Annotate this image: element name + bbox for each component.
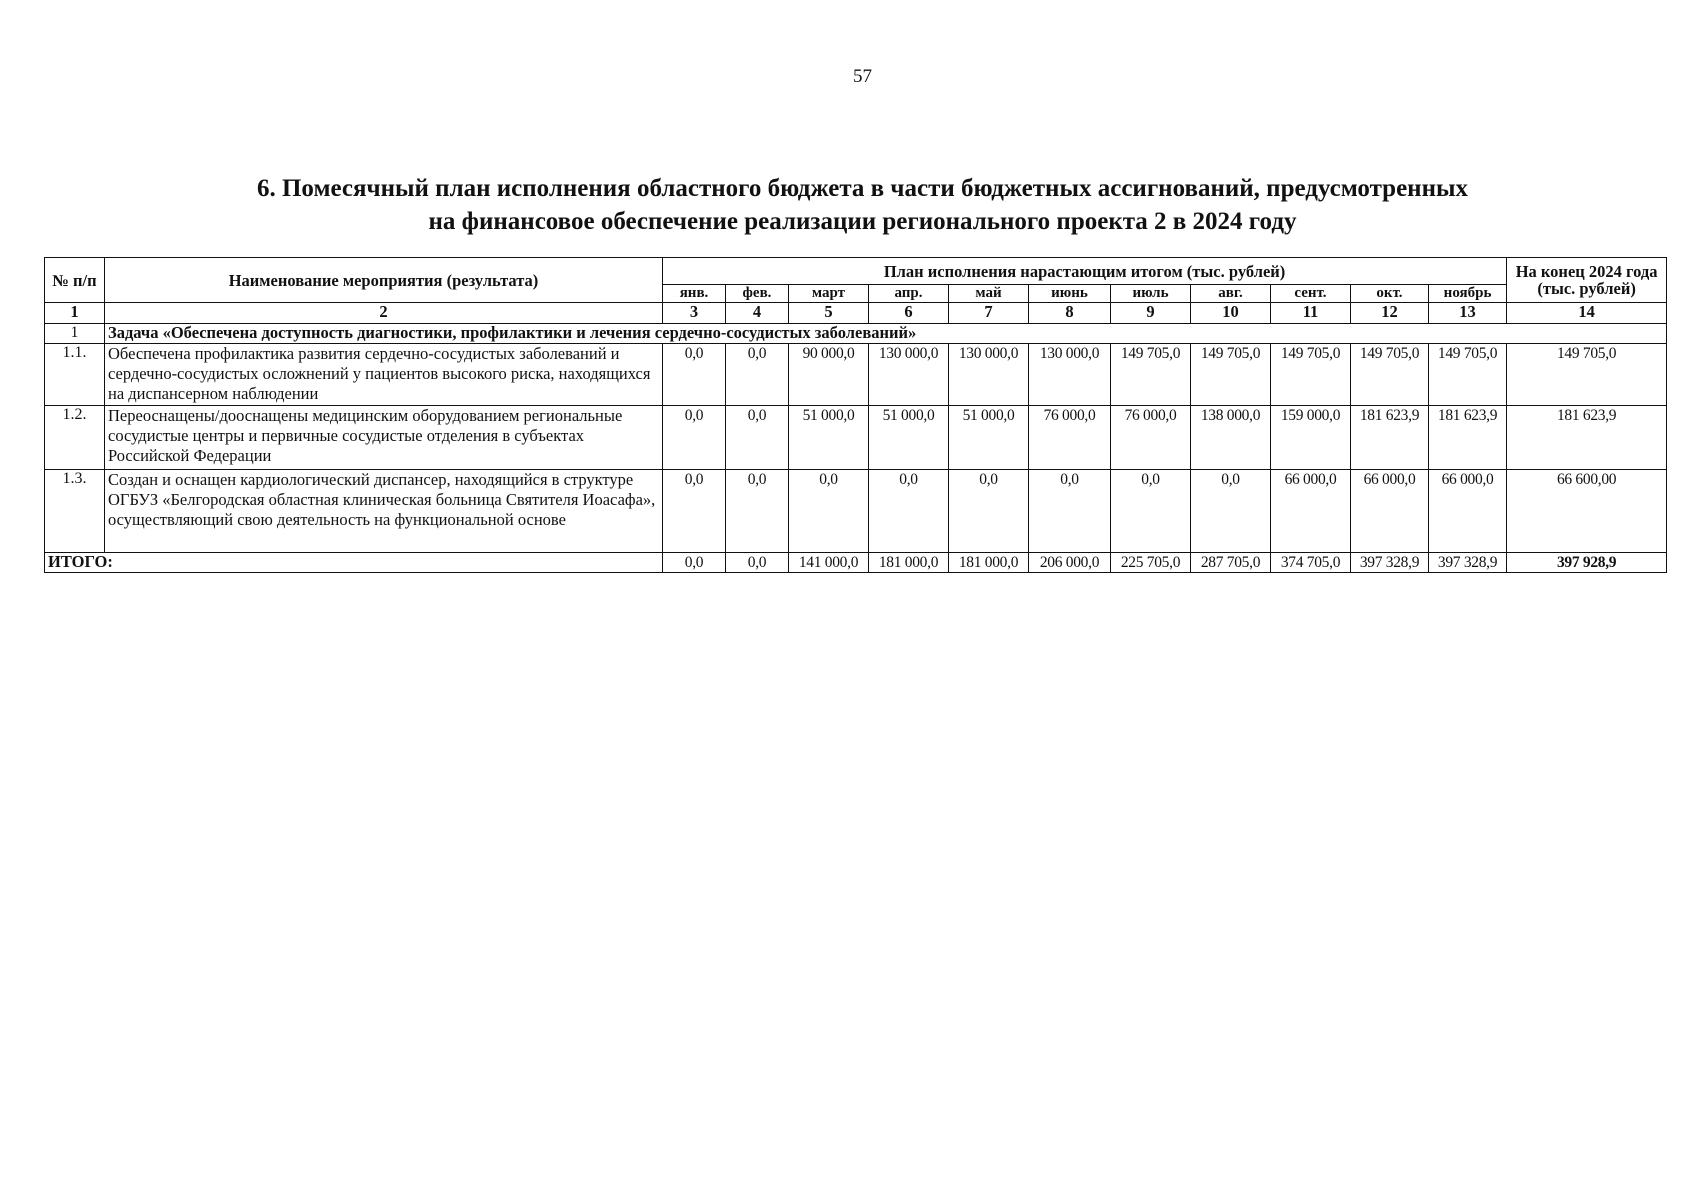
month-header: апр. bbox=[869, 285, 949, 303]
cell-value: 149 705,0 bbox=[1429, 344, 1507, 406]
cell-value: 0,0 bbox=[869, 470, 949, 553]
cell-value: 0,0 bbox=[663, 406, 726, 470]
header-name: Наименование мероприятия (результата) bbox=[105, 258, 663, 303]
column-number: 4 bbox=[726, 303, 789, 324]
cell-value: 0,0 bbox=[789, 470, 869, 553]
cell-value: 130 000,0 bbox=[869, 344, 949, 406]
month-header: сент. bbox=[1271, 285, 1351, 303]
cell-value: 130 000,0 bbox=[949, 344, 1029, 406]
column-number: 1 bbox=[45, 303, 105, 324]
column-number: 3 bbox=[663, 303, 726, 324]
page-number: 57 bbox=[853, 66, 872, 87]
cell-value: 0,0 bbox=[1029, 470, 1111, 553]
column-number: 14 bbox=[1507, 303, 1667, 324]
cell-end-of-year: 181 623,9 bbox=[1507, 406, 1667, 470]
cell-value: 0,0 bbox=[1191, 470, 1271, 553]
row-no: 1.3. bbox=[45, 470, 105, 553]
total-value: 141 000,0 bbox=[789, 553, 869, 573]
cell-value: 181 623,9 bbox=[1351, 406, 1429, 470]
month-header: май bbox=[949, 285, 1029, 303]
header-plan: План исполнения нарастающим итогом (тыс. рублей) bbox=[663, 258, 1507, 285]
cell-value: 0,0 bbox=[663, 470, 726, 553]
row-no: 1.2. bbox=[45, 406, 105, 470]
row-name: Создан и оснащен кардиологический диспансер, находящийся в структуре ОГБУЗ «Белгородская областная клиническая больница Святителя Иоасафа», осуществляющий свою деятельность на функциональной основе bbox=[105, 470, 663, 553]
table-row bbox=[45, 344, 1667, 406]
column-number: 2 bbox=[105, 303, 663, 324]
cell-value: 149 705,0 bbox=[1271, 344, 1351, 406]
cell-value: 0,0 bbox=[663, 344, 726, 406]
cell-value: 66 000,0 bbox=[1429, 470, 1507, 553]
column-number: 7 bbox=[949, 303, 1029, 324]
total-value: 206 000,0 bbox=[1029, 553, 1111, 573]
column-number: 11 bbox=[1271, 303, 1351, 324]
column-number: 10 bbox=[1191, 303, 1271, 324]
title-line-1: 6. Помесячный план исполнения областного бюджета в части бюджетных ассигнований, предусмотренных bbox=[256, 175, 1468, 202]
total-value: 374 705,0 bbox=[1271, 553, 1351, 573]
column-number: 6 bbox=[869, 303, 949, 324]
cell-value: 0,0 bbox=[726, 470, 789, 553]
cell-value: 0,0 bbox=[726, 406, 789, 470]
month-header: ноябрь bbox=[1429, 285, 1507, 303]
column-numbers-row bbox=[45, 303, 1667, 324]
column-number: 8 bbox=[1029, 303, 1111, 324]
table-row bbox=[45, 406, 1667, 470]
header-row-top bbox=[45, 258, 1667, 285]
cell-value: 51 000,0 bbox=[869, 406, 949, 470]
total-label: ИТОГО: bbox=[45, 553, 663, 573]
table-row bbox=[45, 470, 1667, 553]
column-number: 5 bbox=[789, 303, 869, 324]
cell-value: 66 000,0 bbox=[1271, 470, 1351, 553]
cell-value: 149 705,0 bbox=[1111, 344, 1191, 406]
cell-value: 159 000,0 bbox=[1271, 406, 1351, 470]
total-value: 397 328,9 bbox=[1429, 553, 1507, 573]
task-text: Задача «Обеспечена доступность диагностики, профилактики и лечения сердечно-сосудистых заболеваний» bbox=[105, 324, 1667, 344]
total-value: 181 000,0 bbox=[869, 553, 949, 573]
total-value: 0,0 bbox=[726, 553, 789, 573]
cell-value: 51 000,0 bbox=[789, 406, 869, 470]
cell-value: 76 000,0 bbox=[1111, 406, 1191, 470]
cell-value: 90 000,0 bbox=[789, 344, 869, 406]
cell-value: 0,0 bbox=[949, 470, 1029, 553]
cell-value: 51 000,0 bbox=[949, 406, 1029, 470]
cell-end-of-year: 66 600,00 bbox=[1507, 470, 1667, 553]
total-value: 0,0 bbox=[663, 553, 726, 573]
cell-value: 0,0 bbox=[1111, 470, 1191, 553]
cell-value: 66 000,0 bbox=[1351, 470, 1429, 553]
budget-plan-table bbox=[44, 257, 1667, 573]
cell-value: 149 705,0 bbox=[1191, 344, 1271, 406]
column-number: 13 bbox=[1429, 303, 1507, 324]
task-no: 1 bbox=[45, 324, 105, 344]
title-line-2: на финансовое обеспечение реализации регионального проекта 2 в 2024 году bbox=[428, 208, 1297, 235]
month-header: янв. bbox=[663, 285, 726, 303]
cell-value: 181 623,9 bbox=[1429, 406, 1507, 470]
month-header: окт. bbox=[1351, 285, 1429, 303]
cell-value: 149 705,0 bbox=[1351, 344, 1429, 406]
header-no: № п/п bbox=[45, 258, 105, 303]
total-value: 225 705,0 bbox=[1111, 553, 1191, 573]
month-header: авг. bbox=[1191, 285, 1271, 303]
cell-value: 0,0 bbox=[726, 344, 789, 406]
cell-value: 76 000,0 bbox=[1029, 406, 1111, 470]
total-value: 181 000,0 bbox=[949, 553, 1029, 573]
column-number: 9 bbox=[1111, 303, 1191, 324]
row-name: Переоснащены/дооснащены медицинским оборудованием региональные сосудистые центры и первичные сосудистые отделения в субъектах Российской Федерации bbox=[105, 406, 663, 470]
task-row bbox=[45, 324, 1667, 344]
row-no: 1.1. bbox=[45, 344, 105, 406]
month-header: июнь bbox=[1029, 285, 1111, 303]
total-row bbox=[45, 553, 1667, 573]
total-value: 287 705,0 bbox=[1191, 553, 1271, 573]
cell-value: 138 000,0 bbox=[1191, 406, 1271, 470]
total-value: 397 328,9 bbox=[1351, 553, 1429, 573]
total-end-of-year: 397 928,9 bbox=[1507, 553, 1667, 573]
month-header: март bbox=[789, 285, 869, 303]
month-header: фев. bbox=[726, 285, 789, 303]
cell-end-of-year: 149 705,0 bbox=[1507, 344, 1667, 406]
row-name: Обеспечена профилактика развития сердечно-сосудистых заболеваний и сердечно-сосудистых осложнений у пациентов высокого риска, находящихся на диспансерном наблюдении bbox=[105, 344, 663, 406]
month-header: июль bbox=[1111, 285, 1191, 303]
page-title bbox=[0, 172, 1697, 238]
cell-value: 130 000,0 bbox=[1029, 344, 1111, 406]
header-end-of-year: На конец 2024 года (тыс. рублей) bbox=[1507, 258, 1667, 303]
column-number: 12 bbox=[1351, 303, 1429, 324]
